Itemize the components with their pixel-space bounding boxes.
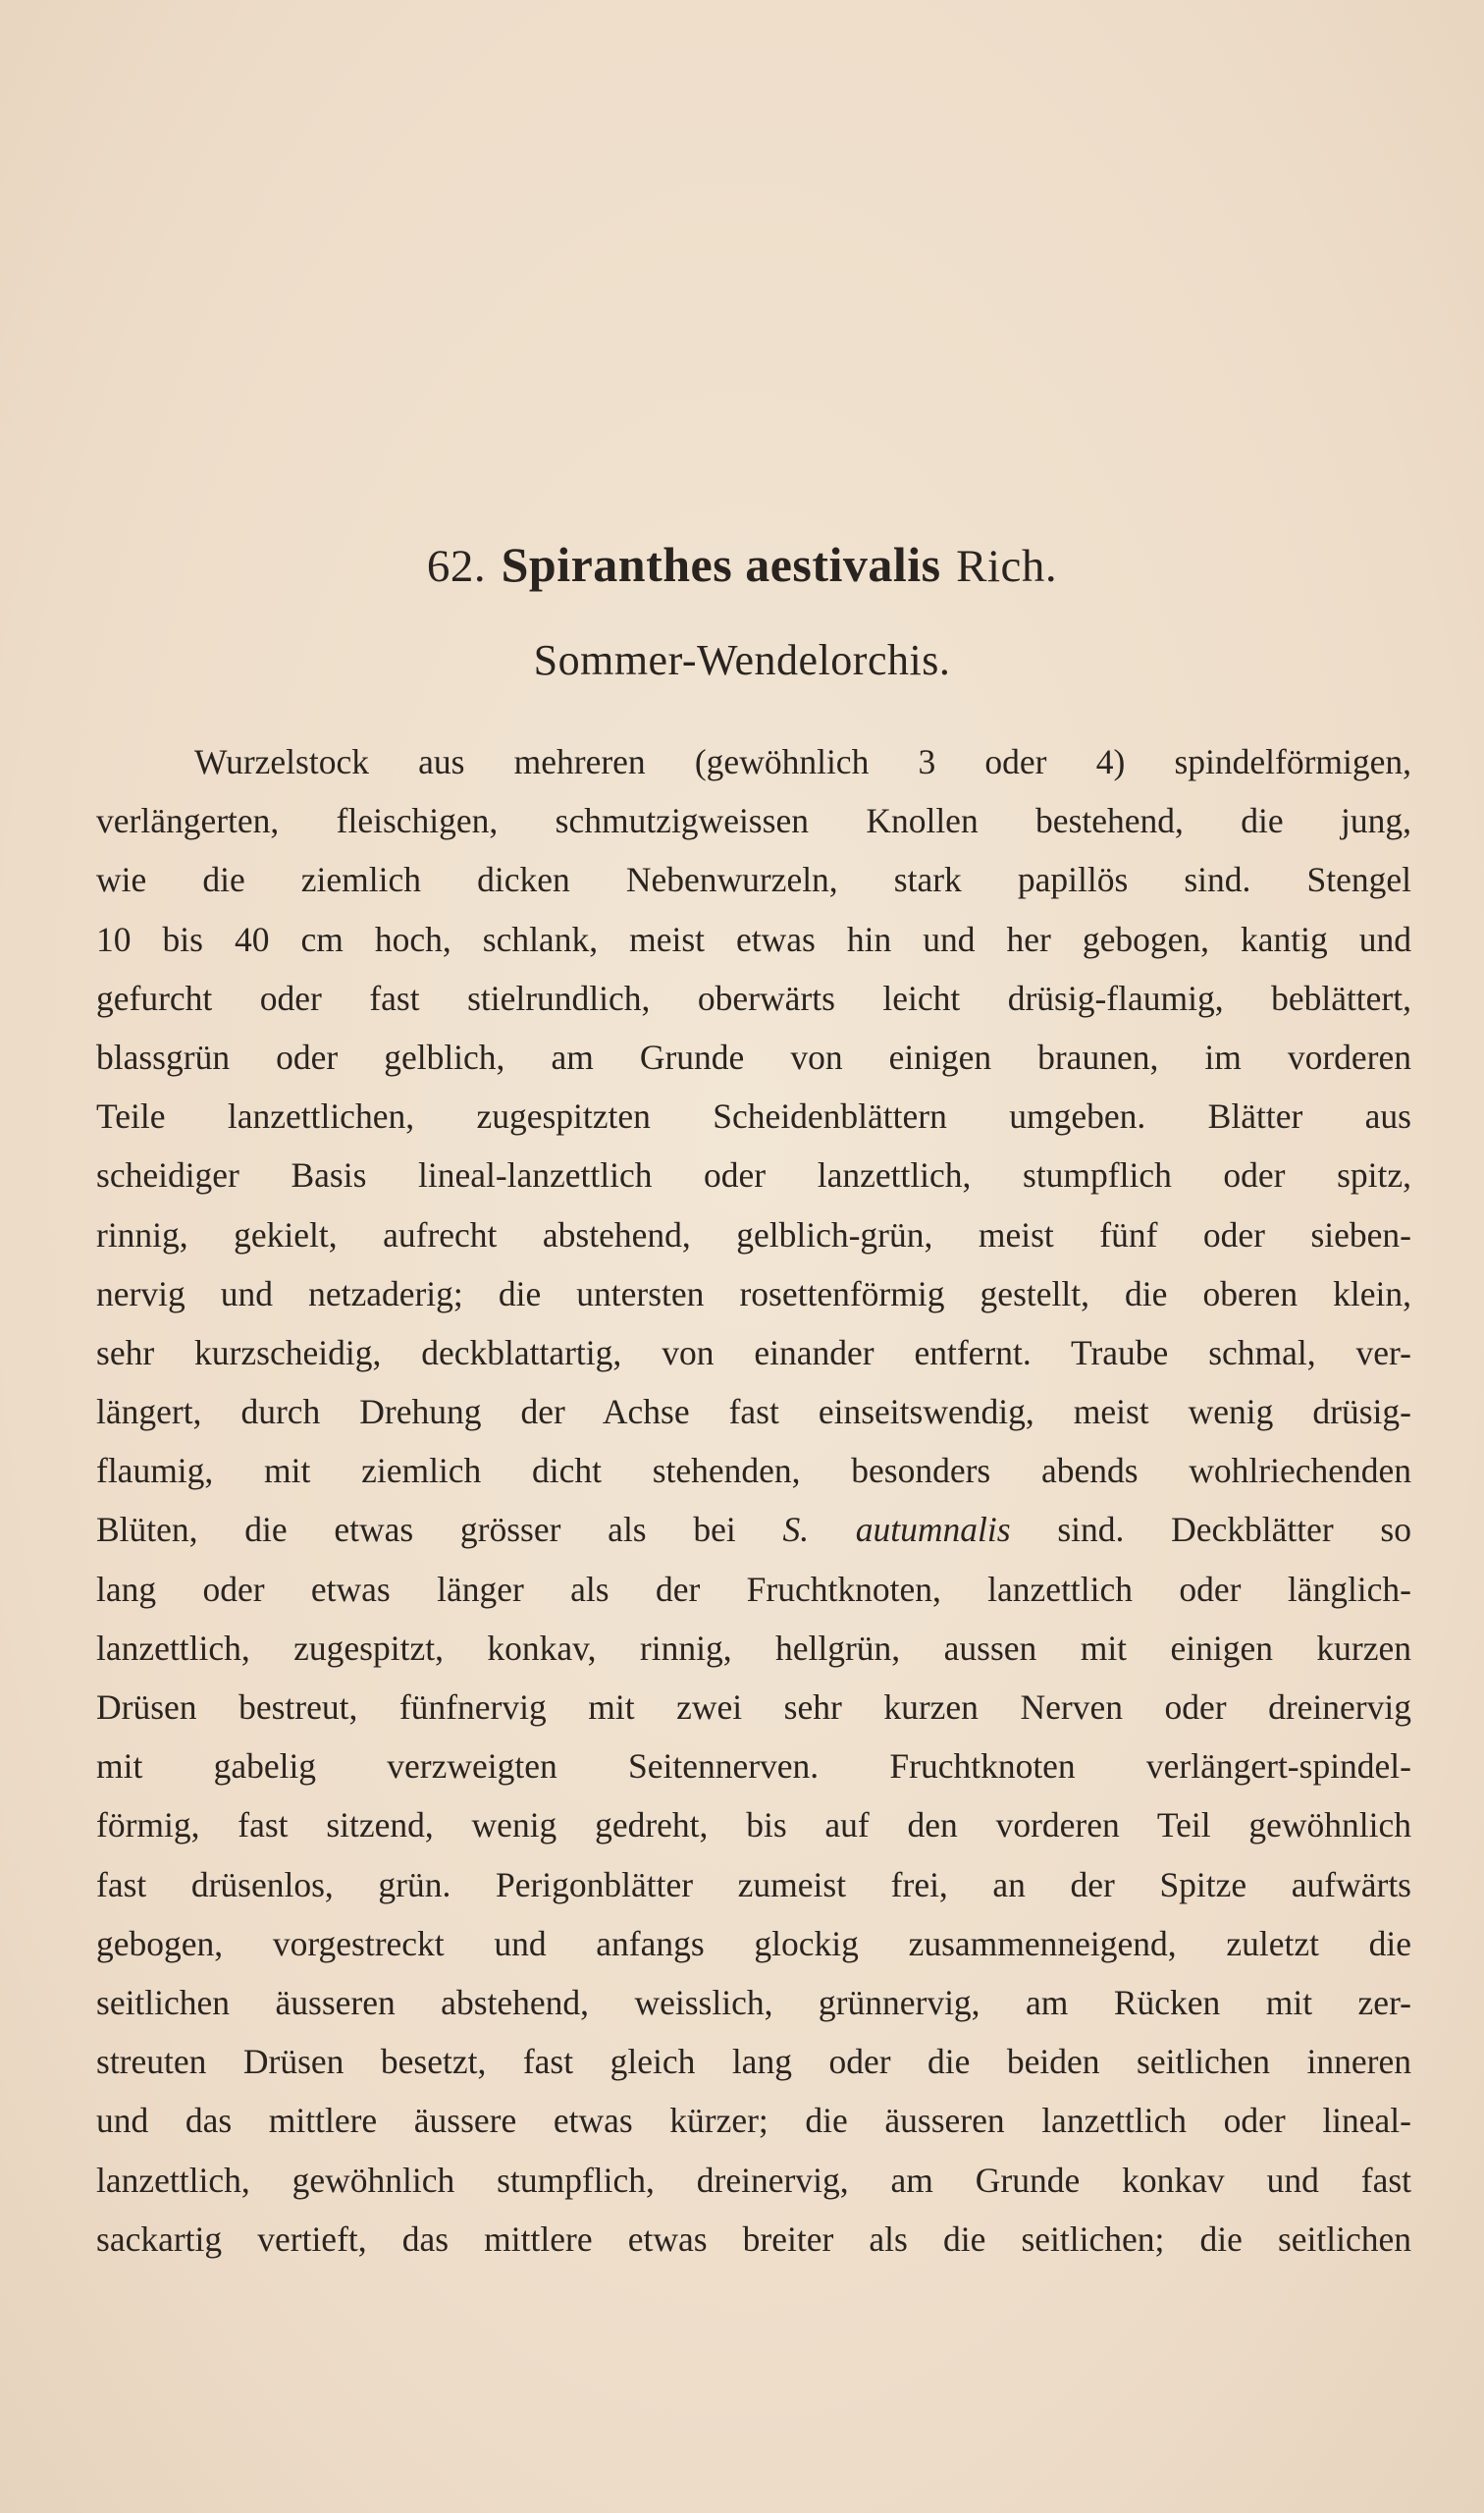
common-name: Sommer-Wendelorchis. [533,636,951,684]
text-line: mit gabelig verzweigten Seitennerven. Fruchtknoten verlängert-spindel- [96,1746,1411,1787]
text-line: scheidiger Basis lineal-lanzettlich oder lanzettlich, stumpflich oder spitz, [96,1155,1411,1196]
text-line: verlängerten, fleischigen, schmutzigweissen Knollen bestehend, die jung, [96,801,1411,841]
text-line: flaumig, mit ziemlich dicht stehenden, besonders abends wohlriechenden [96,1451,1411,1491]
text-line: wie die ziemlich dicken Nebenwurzeln, stark papillös sind. Stengel [96,860,1411,900]
text-line: Drüsen bestreut, fünfnervig mit zwei sehr kurzen Nerven oder dreinervig [96,1687,1411,1727]
text-fragment: Blüten, die etwas grösser als bei [96,1510,783,1550]
text-line: Teile lanzettlichen, zugespitzten Scheidenblättern umgeben. Blätter aus [96,1096,1411,1137]
text-line: förmig, fast sitzend, wenig gedreht, bis auf den vorderen Teil gewöhnlich [96,1805,1411,1845]
text-line: gebogen, vorgestreckt und anfangs glockig zusammenneigend, zuletzt die [96,1923,1411,1963]
text-line: nervig und netzaderig; die untersten rosettenförmig gestellt, die oberen klein, [96,1273,1411,1313]
species-name: Spiranthes aestivalis [501,537,941,592]
text-line: längert, durch Drehung der Achse fast einseitswendig, meist wenig drüsig- [96,1392,1411,1432]
species-author: Rich. [956,541,1058,592]
species-heading [0,530,1484,601]
text-line: sehr kurzscheidig, deckblattartig, von einander entfernt. Traube schmal, ver- [96,1332,1411,1372]
text-line: und das mittlere äussere etwas kürzer; die äusseren lanzettlich oder lineal- [96,2101,1411,2141]
text-line: gefurcht oder fast stielrundlich, oberwärts leicht drüsig-flaumig, beblättert, [96,978,1411,1018]
text-line: streuten Drüsen besetzt, fast gleich lang oder die beiden seitlichen inneren [96,2042,1411,2082]
text-line: Wurzelstock aus mehreren (gewöhnlich 3 oder 4) spindelförmigen, [194,742,1411,781]
text-line: lanzettlich, zugespitzt, konkav, rinnig, hellgrün, aussen mit einigen kurzen [96,1628,1411,1668]
text-line: sackartig vertieft, das mittlere etwas breiter als die seitlichen; die seitlichen [96,2219,1411,2259]
description-paragraph [96,732,1411,2269]
italic-species-name: S. autumnalis [782,1510,1011,1550]
text-line: blassgrün oder gelblich, am Grunde von einigen braunen, im vorderen [96,1037,1411,1077]
text-line: lang oder etwas länger als der Fruchtknoten, lanzettlich oder länglich- [96,1569,1411,1609]
species-number: 62. [426,541,487,592]
text-line: rinnig, gekielt, aufrecht abstehend, gelblich-grün, meist fünf oder sieben- [96,1214,1411,1255]
text-fragment: sind. Deckblätter so [1010,1510,1411,1550]
text-line: lanzettlich, gewöhnlich stumpflich, dreinervig, am Grunde konkav und fast [96,2160,1411,2200]
text-line [96,1500,1411,1559]
text-line: fast drüsenlos, grün. Perigonblätter zumeist frei, an der Spitze aufwärts [96,1864,1411,1904]
text-line: seitlichen äusseren abstehend, weisslich, grünnervig, am Rücken mit zer- [96,1982,1411,2022]
text-line: 10 bis 40 cm hoch, schlank, meist etwas hin und her gebogen, kantig und [96,919,1411,959]
